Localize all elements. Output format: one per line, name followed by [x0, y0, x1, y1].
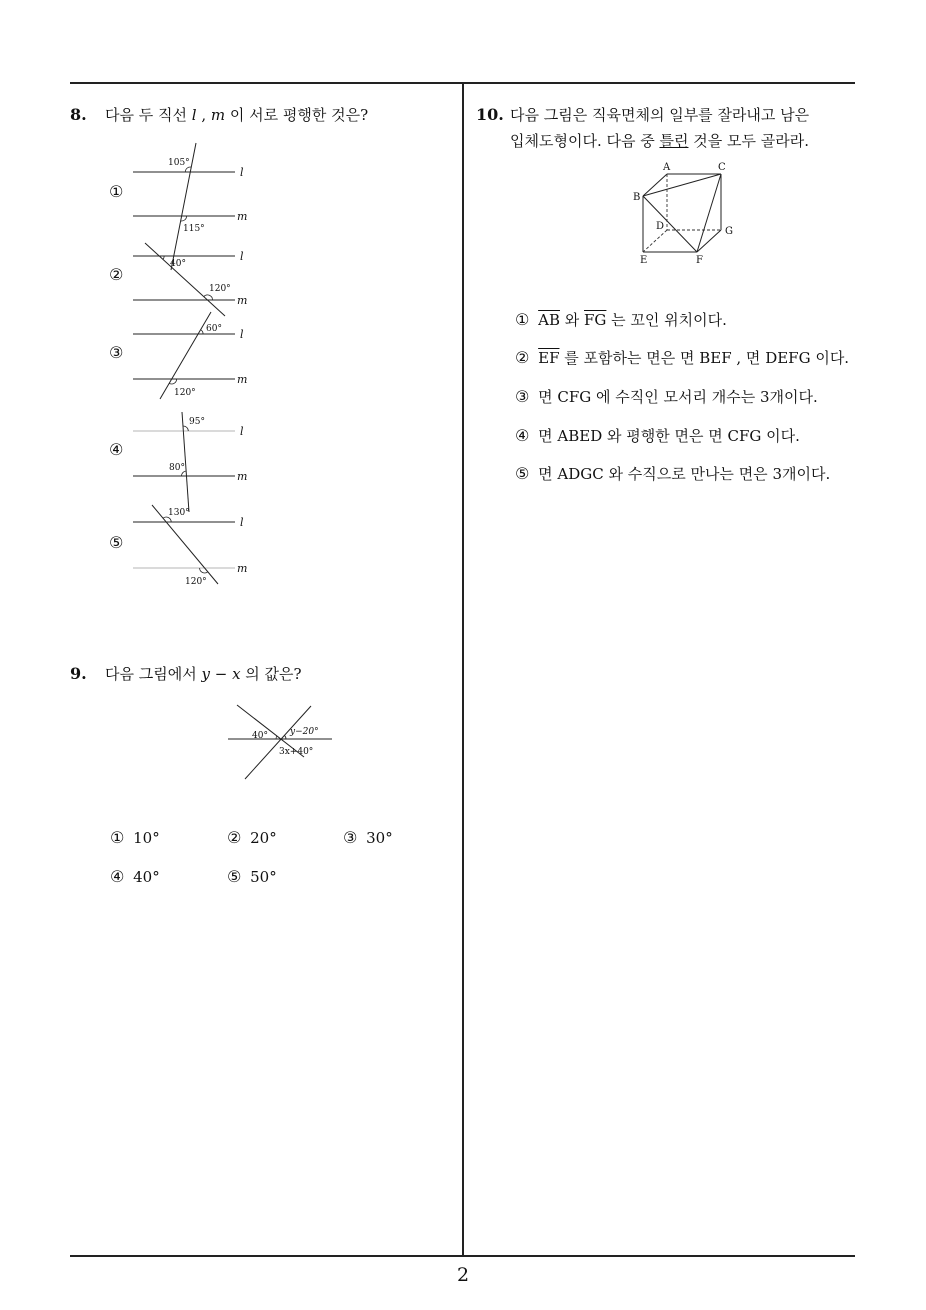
- column-divider: [462, 82, 464, 1256]
- angle-label-top: 130°: [168, 508, 190, 518]
- angle-arc: [163, 256, 164, 259]
- vertex-label-g: G: [725, 226, 733, 237]
- angle-arc: [201, 330, 204, 334]
- edge-bf: [643, 196, 697, 252]
- choice-value: 30°: [366, 829, 393, 847]
- prompt-text: 입체도형이다. 다음 중: [510, 132, 660, 150]
- emphasized-word: 틀린: [659, 132, 689, 150]
- prompt-text: 것을 모두 골라라.: [688, 132, 809, 150]
- option-mark: ④: [515, 426, 530, 445]
- option-text: [538, 311, 727, 329]
- line-m-label: m: [237, 562, 248, 575]
- angle-label-top: 40°: [170, 259, 186, 269]
- option-mark: ②: [515, 348, 530, 367]
- angle-label-top: 105°: [168, 158, 190, 168]
- vertex-label-c: C: [718, 162, 726, 173]
- figure-option-5: [133, 505, 247, 587]
- choice-mark: ③: [343, 828, 358, 847]
- option-text: 면 CFG 에 수직인 모서리 개수는 3개이다.: [538, 388, 818, 406]
- vertex-label-d: D: [656, 221, 665, 232]
- choice-4: [110, 868, 160, 886]
- angle-label-bottom: 80°: [169, 463, 185, 473]
- figure-option-2: [133, 243, 247, 316]
- option-text: 면 ABED 와 평행한 면은 면 CFG 이다.: [538, 427, 800, 445]
- option-mark-2: ②: [109, 265, 124, 284]
- segment-ab: $\overline{AB}$: [538, 311, 560, 329]
- prompt-text: 이 서로 평행한 것은?: [225, 106, 369, 124]
- choice-value: 40°: [133, 868, 160, 886]
- q10-option-1: [515, 311, 727, 329]
- question-8-figures: [120, 135, 260, 595]
- question-8-number: 8.: [70, 105, 87, 124]
- angle-label-top: 60°: [206, 324, 222, 334]
- vertex-label-b: B: [633, 192, 641, 203]
- question-9-figure: [220, 700, 340, 785]
- q10-option-2: [515, 349, 849, 367]
- question-9-prompt: [105, 665, 302, 683]
- option-text-part: 를 포함하는 면은 면 BEF , 면 DEFG 이다.: [559, 349, 850, 367]
- figure-option-4: [133, 412, 247, 512]
- angle-label-right: y−20°: [290, 727, 319, 737]
- line-l-label: l: [240, 425, 244, 438]
- q10-option-3: [515, 388, 818, 406]
- vertex-label-e: E: [640, 255, 648, 266]
- angle-label-left: 40°: [252, 731, 268, 741]
- transversal-line: [182, 412, 189, 512]
- line-m-label: m: [237, 210, 248, 223]
- option-mark: ⑤: [515, 464, 530, 483]
- prompt-text: 다음 두 직선: [105, 106, 192, 124]
- choice-mark: ⑤: [227, 867, 242, 886]
- line-l-label: l: [240, 166, 244, 179]
- choice-value: 10°: [133, 829, 160, 847]
- angle-label-bottom: 120°: [174, 388, 196, 398]
- edge-cf: [697, 174, 721, 252]
- vertex-label-a: A: [663, 162, 671, 173]
- option-mark-4: ④: [109, 440, 124, 459]
- angle-label-bottom: 120°: [185, 577, 207, 587]
- option-text-part: 와: [559, 311, 585, 329]
- segment-ef: $\overline{EF}$: [538, 349, 560, 367]
- cut-cuboid-figure: [628, 160, 742, 268]
- option-text: 면 ADGC 와 수직으로 만나는 면은 3개이다.: [538, 465, 831, 483]
- question-10-prompt-line-2: [510, 132, 809, 150]
- bottom-rule: [70, 1255, 855, 1257]
- crossing-line-b: [245, 706, 314, 779]
- angle-label-bottom: 3x+40°: [279, 747, 314, 757]
- segment-fg: $\overline{FG}$: [584, 311, 607, 329]
- choice-mark: ②: [227, 828, 242, 847]
- figure-option-1: [133, 143, 247, 270]
- question-10-prompt-line-1: 다음 그림은 직육면체의 일부를 잘라내고 남은: [510, 106, 810, 124]
- line-m-label: m: [237, 294, 248, 307]
- prompt-separator: ,: [196, 106, 211, 124]
- choice-mark: ①: [110, 828, 125, 847]
- line-m-label: m: [237, 470, 248, 483]
- q10-option-4: [515, 427, 800, 445]
- choice-2: [227, 829, 277, 847]
- option-mark: ①: [515, 310, 530, 329]
- page-number: 2: [456, 1264, 470, 1286]
- choice-mark: ④: [110, 867, 125, 886]
- option-mark: ③: [515, 387, 530, 406]
- choice-5: [227, 868, 277, 886]
- option-mark-5: ⑤: [109, 533, 124, 552]
- angle-label-top: 95°: [189, 417, 205, 427]
- prompt-text: 다음 그림에서: [105, 665, 202, 683]
- hidden-edge-de: [643, 230, 667, 252]
- option-mark-3: ③: [109, 343, 124, 362]
- figure-option-3: [133, 312, 247, 399]
- variable-m: m: [210, 106, 226, 124]
- choice-value: 20°: [250, 829, 277, 847]
- line-l-label: l: [240, 516, 244, 529]
- q10-option-5: [515, 465, 830, 483]
- option-text-part: 는 꼬인 위치이다.: [606, 311, 727, 329]
- question-10-number: 10.: [476, 105, 504, 124]
- line-m-label: m: [237, 373, 248, 386]
- option-text: [538, 349, 849, 367]
- prompt-text: 의 값은?: [240, 665, 302, 683]
- choice-1: [110, 829, 160, 847]
- question-9-number: 9.: [70, 664, 87, 683]
- angle-label-bottom: 115°: [183, 224, 205, 234]
- choice-3: [343, 829, 393, 847]
- transversal-line: [160, 312, 211, 399]
- line-l-label: l: [240, 328, 244, 341]
- line-l-label: l: [240, 250, 244, 263]
- option-mark-1: ①: [109, 182, 124, 201]
- angle-label-bottom: 120°: [209, 284, 231, 294]
- expression: y − x: [201, 665, 241, 683]
- transversal-line: [145, 243, 225, 316]
- question-8-prompt: [105, 106, 368, 124]
- choice-value: 50°: [250, 868, 277, 886]
- variable-l: l: [191, 106, 197, 124]
- angle-arc: [183, 426, 188, 431]
- angle-arc: [284, 735, 286, 739]
- vertex-label-f: F: [696, 255, 703, 266]
